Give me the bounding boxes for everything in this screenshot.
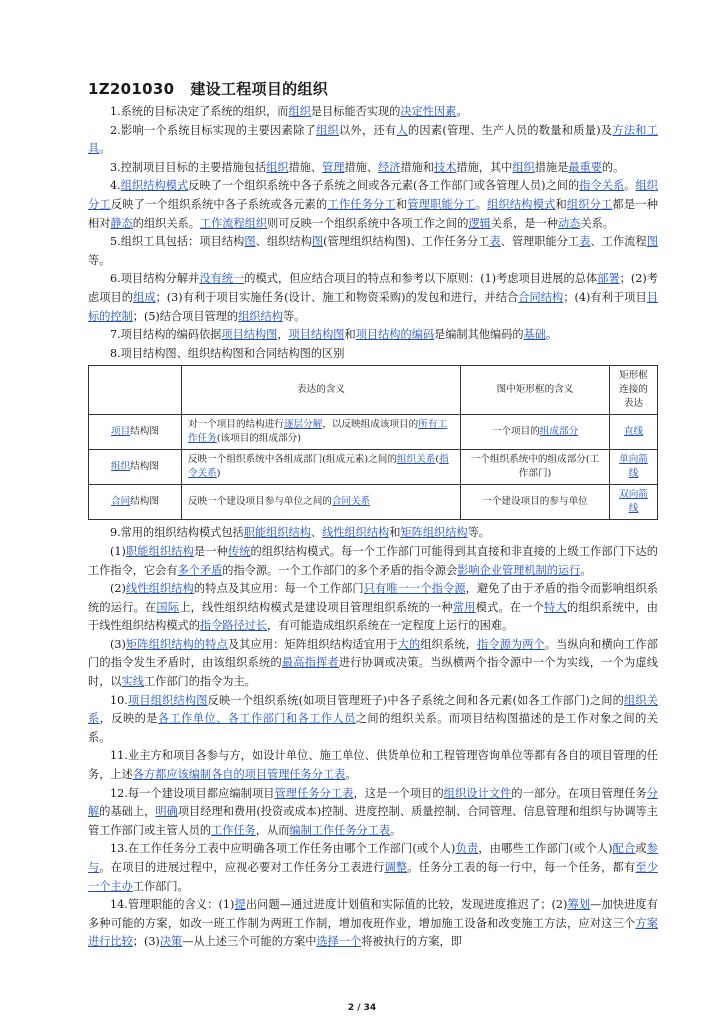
text-run: ) bbox=[216, 468, 221, 480]
text-run: 12.每一个建设项目都应编制项目 bbox=[110, 786, 275, 800]
highlight-link[interactable]: 组织结构模式 bbox=[487, 197, 556, 211]
table-header: 矩形框连接的表达 bbox=[610, 366, 658, 415]
text-run: 工作部门。 bbox=[132, 879, 189, 893]
highlight-link[interactable]: 调整 bbox=[384, 861, 408, 874]
highlight-link[interactable]: 组织结构模式 bbox=[120, 179, 189, 193]
highlight-link[interactable]: 分解 bbox=[88, 786, 658, 819]
text-run: 。 bbox=[99, 142, 111, 156]
paragraph-p13 bbox=[88, 840, 658, 896]
highlight-link[interactable]: 合同结构 bbox=[518, 290, 564, 304]
highlight-link[interactable]: 表 bbox=[579, 235, 591, 249]
table-header: 图中矩形框的含义 bbox=[461, 366, 610, 415]
highlight-link[interactable]: 职能组织结构 bbox=[243, 526, 311, 540]
text-run: ，避免了由于矛盾的指令而影响组织系统的运行。在 bbox=[88, 582, 658, 614]
table-cell-rect bbox=[461, 450, 610, 485]
text-run: 组织系统， bbox=[420, 637, 477, 651]
document-page bbox=[88, 78, 658, 952]
highlight-link[interactable]: 组织分工 bbox=[88, 179, 658, 211]
paragraph-group-2 bbox=[88, 524, 658, 952]
paragraph-p12 bbox=[88, 785, 658, 841]
highlight-link[interactable]: 项目结构的编码 bbox=[355, 328, 435, 342]
text-run: 以外，还有 bbox=[339, 123, 397, 137]
highlight-link[interactable]: 选择一个 bbox=[316, 935, 362, 949]
text-run: ；(3) bbox=[132, 935, 160, 949]
text-run: 的一部分。在项目管理任务 bbox=[511, 786, 647, 800]
highlight-link[interactable]: 图 bbox=[311, 235, 324, 249]
table-header-row bbox=[89, 366, 658, 415]
text-run: ，由哪些工作部门(或个人) bbox=[478, 842, 613, 856]
highlight-link[interactable]: 动态 bbox=[557, 216, 581, 230]
highlight-link[interactable]: 指令路径过长 bbox=[199, 619, 268, 633]
text-run: 9.常用的组织结构模式包括 bbox=[110, 526, 244, 540]
text-run: ；(5)结合项目管理的 bbox=[132, 309, 239, 323]
table-cell-conn bbox=[610, 485, 658, 520]
table-row bbox=[89, 415, 658, 450]
text-run: 11.业主方和项目各参与方，如设计单位、施工单位、供货单位和工程管理咨询单位等都有各自的项目管理的任务，上述 bbox=[88, 749, 658, 782]
highlight-link[interactable]: 编制工作任务分工表 bbox=[289, 823, 391, 837]
table-cell-name bbox=[89, 485, 182, 520]
highlight-link[interactable]: 线性组织结构 bbox=[125, 582, 194, 596]
text-run: (1) bbox=[110, 544, 126, 558]
table-row bbox=[89, 450, 658, 485]
highlight-link[interactable]: 表 bbox=[489, 235, 501, 249]
paragraph-p8 bbox=[88, 345, 658, 364]
highlight-link[interactable]: 组织 bbox=[316, 123, 340, 137]
text-run: 8.项目结构图、组织结构图和合同结构图的区别 bbox=[110, 346, 345, 360]
text-run: 进行协调或决策。当纵横两个指令源中一个为实线，一个为虚线时，以 bbox=[88, 656, 658, 689]
table-cell-meaning bbox=[182, 415, 461, 450]
paragraph-p14 bbox=[88, 896, 658, 952]
text-run: 的组织关系。 bbox=[132, 216, 200, 230]
text-run: 14.管理职能的含义：(1) bbox=[110, 898, 235, 912]
text-run: 。任务分工表的每一行中，每一个任务，都有 bbox=[407, 861, 636, 874]
text-run: 4. bbox=[110, 179, 121, 193]
highlight-link[interactable]: 组织关系 bbox=[88, 693, 658, 726]
highlight-link[interactable]: 组成部分 bbox=[539, 426, 579, 438]
table-cell-rect bbox=[461, 415, 610, 450]
paragraph-p4 bbox=[88, 177, 658, 233]
paragraph-p10 bbox=[88, 692, 658, 748]
text-run: 措施，其中 bbox=[456, 160, 513, 174]
text-run: 或 bbox=[635, 842, 647, 856]
highlight-link[interactable]: 配合 bbox=[612, 842, 636, 856]
highlight-link[interactable]: 传统 bbox=[227, 544, 251, 558]
highlight-link[interactable]: 参与 bbox=[88, 842, 658, 874]
text-run: (该项目的组成部分) bbox=[216, 433, 302, 445]
text-run: 。 bbox=[456, 105, 468, 118]
highlight-link[interactable]: 组织结构 bbox=[238, 309, 283, 323]
text-run: 。 bbox=[475, 197, 488, 211]
highlight-link[interactable]: 职能组织结构 bbox=[125, 544, 194, 558]
highlight-link[interactable]: 指令源为两个 bbox=[476, 637, 545, 651]
table-body bbox=[89, 415, 658, 520]
text-run: 的组织结构模式。每一个工作部门可能得到其直接和非直接的上级工作部门下达的工作指令，它会有 bbox=[88, 544, 658, 577]
highlight-link[interactable]: 组织分工 bbox=[566, 197, 613, 211]
text-run: 反映了一个组织系统中各子系统之间或各元素(各工作部门或各管理人员)之间的 bbox=[188, 179, 580, 193]
highlight-link[interactable]: 最重要 bbox=[568, 160, 602, 174]
highlight-link[interactable]: 图 bbox=[244, 235, 256, 249]
highlight-link[interactable]: 矩阵组织结构 bbox=[400, 526, 468, 540]
text-run: 的模式，但应结合项目的特点和参考以下原则：(1)考虑项目进展的总体 bbox=[244, 272, 598, 286]
highlight-link[interactable]: 组织 bbox=[111, 461, 131, 473]
text-run: ；(2)考虑项目的 bbox=[88, 272, 658, 304]
highlight-link[interactable]: 项目 bbox=[111, 426, 131, 438]
text-run: (3) bbox=[110, 637, 126, 651]
highlight-link[interactable]: 图 bbox=[646, 235, 658, 249]
text-run: ( bbox=[435, 454, 440, 466]
text-run: (管理组织结构图)、工作任务分工 bbox=[323, 235, 490, 249]
highlight-link[interactable]: 基础 bbox=[523, 328, 546, 342]
highlight-link[interactable]: 各工作单位、各工作部门和各工作人员 bbox=[157, 712, 356, 726]
text-run: 之间的组织关系。而项目结构图描述的是工作对象之间的关系。 bbox=[88, 712, 658, 744]
text-run: 等。 bbox=[282, 309, 306, 323]
text-run: 、工作流程 bbox=[590, 235, 647, 249]
text-run: 。 bbox=[345, 768, 357, 782]
highlight-link[interactable]: 直线 bbox=[623, 426, 644, 438]
text-run: 工作部门的指令为主。 bbox=[143, 675, 256, 689]
text-run: 及其应用：矩阵组织结构适宜用于 bbox=[227, 637, 398, 651]
text-run: 6.项目结构分解并 bbox=[110, 272, 200, 286]
text-run: 、管理职能分工 bbox=[500, 235, 580, 249]
table-cell-conn bbox=[610, 415, 658, 450]
text-run: 结构图 bbox=[130, 496, 159, 508]
highlight-link[interactable]: 目标的控制 bbox=[88, 290, 658, 323]
text-run: ，从而 bbox=[255, 823, 290, 837]
text-run: (2) bbox=[110, 582, 126, 596]
highlight-link[interactable]: 指令关系 bbox=[579, 179, 625, 193]
text-run: ， bbox=[277, 328, 289, 342]
text-run: 的组织系统中，由于线性组织结构模式的 bbox=[88, 600, 658, 633]
highlight-link[interactable]: 工作流程组织 bbox=[199, 216, 268, 230]
highlight-link[interactable]: 单向箭线 bbox=[619, 454, 648, 480]
text-run: 和 bbox=[555, 197, 567, 211]
text-run: 反映了一个组织系统中各子系统或各元素的 bbox=[110, 197, 328, 211]
text-run: ，以反映组成该项目的 bbox=[322, 419, 419, 431]
text-run: 将被执行的方案，即 bbox=[361, 935, 462, 949]
highlight-link[interactable]: 决定性因素 bbox=[400, 105, 457, 118]
text-run: 。 bbox=[545, 328, 558, 342]
highlight-link[interactable]: 方法和工具 bbox=[88, 123, 658, 156]
text-run: 都是一种相对 bbox=[88, 197, 658, 230]
text-run: 1.系统的目标决定了系统的组织，而 bbox=[110, 105, 289, 118]
text-run: 关系。 bbox=[580, 216, 614, 230]
text-run: 3.控制项目目标的主要措施包括 bbox=[110, 160, 267, 174]
text-run: 关系，是一种 bbox=[490, 216, 558, 230]
table-cell-rect bbox=[461, 485, 610, 520]
table-row bbox=[89, 485, 658, 520]
highlight-link[interactable]: 线性组织结构 bbox=[322, 526, 390, 540]
text-run: 和 bbox=[389, 526, 401, 540]
paragraph-group-1 bbox=[88, 103, 658, 363]
text-run: 是目标能否实现的 bbox=[310, 105, 401, 118]
highlight-link[interactable]: 负责 bbox=[455, 842, 479, 856]
text-run: 对一个项目的结构进行 bbox=[188, 419, 284, 431]
paragraph-p2 bbox=[88, 122, 658, 159]
highlight-link[interactable]: 工作任务分工 bbox=[327, 197, 396, 211]
text-run: ；(4)有利于项目 bbox=[563, 290, 647, 304]
text-run: ，这是一个项目的 bbox=[353, 786, 444, 800]
paragraph-p9b bbox=[88, 580, 658, 636]
highlight-link[interactable]: 静态 bbox=[110, 216, 133, 230]
highlight-link[interactable]: 至少一个主办 bbox=[88, 861, 658, 893]
table-cell-name bbox=[89, 415, 182, 450]
highlight-link[interactable]: 管理任务分工表 bbox=[274, 786, 354, 800]
text-run: 5.组织工具包括：项目结构 bbox=[110, 235, 245, 249]
highlight-link[interactable]: 合同关系 bbox=[331, 496, 371, 508]
highlight-link[interactable]: 合同 bbox=[111, 496, 131, 508]
section-number: 1Z201030 bbox=[88, 80, 175, 98]
text-run: 13.在工作任务分工表中应明确各项工作任务由哪个工作部门(或个人) bbox=[110, 842, 456, 856]
text-run: 一个项目的 bbox=[491, 426, 540, 438]
text-run: 上，线性组织结构模式是建设项目管理组织系统的一种 bbox=[179, 600, 453, 614]
text-run: 结构图 bbox=[130, 461, 159, 473]
highlight-link[interactable]: 只有唯一一个指令源 bbox=[363, 582, 466, 596]
highlight-link[interactable]: 筹划 bbox=[567, 898, 591, 912]
text-run: 的因素(管理、生产人员的数量和质量)及 bbox=[407, 123, 613, 137]
text-run: 。当纵向和横向工作部门的指令发生矛盾时，由该组织系统的 bbox=[88, 637, 658, 670]
text-run: 措施和 bbox=[400, 160, 435, 174]
highlight-link[interactable]: 特大 bbox=[544, 600, 567, 614]
highlight-link[interactable]: 指令关系 bbox=[188, 454, 449, 480]
highlight-link[interactable]: 双向箭线 bbox=[619, 489, 648, 515]
paragraph-p6 bbox=[88, 270, 658, 326]
paragraph-p3 bbox=[88, 159, 658, 178]
text-run: 模式。在一个 bbox=[475, 600, 545, 614]
highlight-link[interactable]: 组织 bbox=[266, 160, 289, 174]
text-run: 反映一个组织系统(如项目管理班子)中各子系统之间和各元素(如各工作部门)之间的 bbox=[207, 693, 625, 707]
text-run: 等。 bbox=[467, 526, 490, 540]
text-run: 。 bbox=[580, 563, 592, 577]
highlight-link[interactable]: 没有统一 bbox=[199, 272, 245, 286]
text-run: 2.影响一个系统目标实现的主要因素除了 bbox=[110, 123, 317, 137]
highlight-link[interactable]: 管理职能分工 bbox=[407, 197, 476, 211]
text-run: 一个组织系统中的组成部分(工作部门) bbox=[470, 454, 600, 480]
highlight-link[interactable]: 影响企业管理机制的运行 bbox=[457, 563, 581, 577]
table-cell-name bbox=[89, 450, 182, 485]
comparison-table bbox=[88, 365, 658, 520]
text-run: 和 bbox=[344, 328, 356, 342]
highlight-link[interactable]: 矩阵组织结构的特点 bbox=[125, 637, 228, 651]
section-heading bbox=[88, 78, 658, 99]
highlight-link[interactable]: 组织 bbox=[512, 160, 535, 174]
paragraph-p9 bbox=[88, 524, 658, 543]
highlight-link[interactable]: 项目结构图 bbox=[221, 328, 278, 342]
table-cell-conn bbox=[610, 450, 658, 485]
text-run: 、组织结构 bbox=[255, 235, 312, 249]
text-run: 和 bbox=[395, 197, 408, 211]
text-run: 。 bbox=[390, 823, 402, 837]
highlight-link[interactable]: 管理 bbox=[322, 160, 345, 174]
text-run: 、 bbox=[310, 526, 323, 540]
text-run: ，反映的是 bbox=[99, 712, 158, 726]
text-run: —从上述三个可能的方案中 bbox=[182, 935, 317, 949]
table-header: 表达的含义 bbox=[182, 366, 461, 415]
text-run: 项目经理和费用(投资或成本)控制、进度控制、质量控制、合同管理、信息管理和组织与协调等主管工作部门或主管人员的 bbox=[88, 805, 658, 837]
highlight-link[interactable]: 组成 bbox=[133, 290, 156, 304]
text-run: ；(3)有利于项目实施任务(设计、施工和物资采购)的发包和进行，并结合 bbox=[155, 290, 519, 304]
paragraph-p7 bbox=[88, 326, 658, 345]
table-cell-meaning bbox=[182, 485, 461, 520]
text-run: —加快进度有多种可能的方案，如改一班工作制为两班工作制，增加夜班作业，增加施工设备和改变施工方法，应对这三个 bbox=[88, 898, 658, 930]
highlight-link[interactable]: 组织 bbox=[288, 105, 311, 118]
highlight-link[interactable]: 技术 bbox=[434, 160, 457, 174]
text-run: 反映一个建设项目参与单位之间的 bbox=[188, 496, 332, 508]
highlight-link[interactable]: 决策 bbox=[159, 935, 183, 949]
text-run: 。在项目的进展过程中，应视必要对工作任务分工表进行 bbox=[99, 861, 385, 874]
page-number: 2 / 34 bbox=[347, 1003, 377, 1013]
text-run: 出问题—通过进度计划值和实际值的比较，发现进度推迟了；(2) bbox=[245, 898, 568, 912]
text-run: 一个建设项目的参与单位 bbox=[482, 496, 588, 508]
text-run: 措施、 bbox=[288, 160, 323, 174]
text-run: 是编制其他编码的 bbox=[434, 328, 524, 342]
highlight-link[interactable]: 明确 bbox=[155, 805, 178, 819]
highlight-link[interactable]: 组织设计文件 bbox=[443, 786, 512, 800]
highlight-link[interactable]: 组织关系 bbox=[396, 454, 436, 466]
text-run: 结构图 bbox=[130, 426, 159, 438]
text-run: 等。 bbox=[88, 253, 111, 267]
section-title: 建设工程项目的组织 bbox=[190, 80, 329, 98]
table-cell-meaning bbox=[182, 450, 461, 485]
highlight-link[interactable]: 提 bbox=[234, 898, 246, 912]
highlight-link[interactable]: 逐层分解 bbox=[283, 419, 323, 431]
highlight-link[interactable]: 经济 bbox=[378, 160, 401, 174]
highlight-link[interactable]: 大的 bbox=[397, 637, 421, 651]
highlight-link[interactable]: 项目组织结构图 bbox=[127, 693, 208, 707]
text-run: 10. bbox=[110, 693, 128, 707]
highlight-link[interactable]: 方案进行比较 bbox=[88, 916, 658, 949]
text-run: 。 bbox=[624, 179, 636, 193]
text-run: 则可反映一个组织系统中各项工作之间的 bbox=[267, 216, 469, 230]
paragraph-p1 bbox=[88, 103, 658, 122]
text-run: 的特点及其应用：每一个工作部门 bbox=[193, 582, 364, 596]
paragraph-p11 bbox=[88, 747, 658, 784]
text-run: 措施是 bbox=[534, 160, 569, 174]
highlight-link[interactable]: 国际 bbox=[156, 600, 180, 614]
highlight-link[interactable]: 工作任务 bbox=[211, 823, 256, 837]
highlight-link[interactable]: 人 bbox=[396, 123, 408, 137]
text-run: 是一种 bbox=[193, 544, 228, 558]
paragraph-p9c bbox=[88, 636, 658, 692]
text-run: 的指令源。一个工作部门的多个矛盾的指令源会 bbox=[222, 563, 458, 577]
paragraph-p5 bbox=[88, 233, 658, 270]
highlight-link[interactable]: 各方都应该编制各自的项目管理任务分工表 bbox=[132, 768, 346, 782]
highlight-link[interactable]: 实线 bbox=[121, 675, 144, 689]
text-run: 7.项目结构的编码依据 bbox=[110, 328, 222, 342]
text-run: 措施、 bbox=[344, 160, 379, 174]
highlight-link[interactable]: 所有工作任务 bbox=[188, 419, 448, 445]
highlight-link[interactable]: 多个矛盾 bbox=[177, 563, 223, 577]
paragraph-p9a bbox=[88, 543, 658, 580]
highlight-link[interactable]: 最高指挥者 bbox=[281, 656, 339, 670]
text-run: 的。 bbox=[601, 160, 625, 174]
highlight-link[interactable]: 逻辑 bbox=[468, 216, 491, 230]
text-run: ，有可能造成组织系统在一定程度上运行的困难。 bbox=[267, 619, 514, 633]
text-run: 的基础上， bbox=[99, 805, 156, 819]
table-header bbox=[89, 366, 182, 415]
text-run: 反映一个组织系统中各组成部门(组成元素)之间的 bbox=[188, 454, 397, 466]
highlight-link[interactable]: 常用 bbox=[452, 600, 476, 614]
highlight-link[interactable]: 部署 bbox=[597, 272, 620, 286]
highlight-link[interactable]: 项目结构图 bbox=[288, 328, 345, 342]
